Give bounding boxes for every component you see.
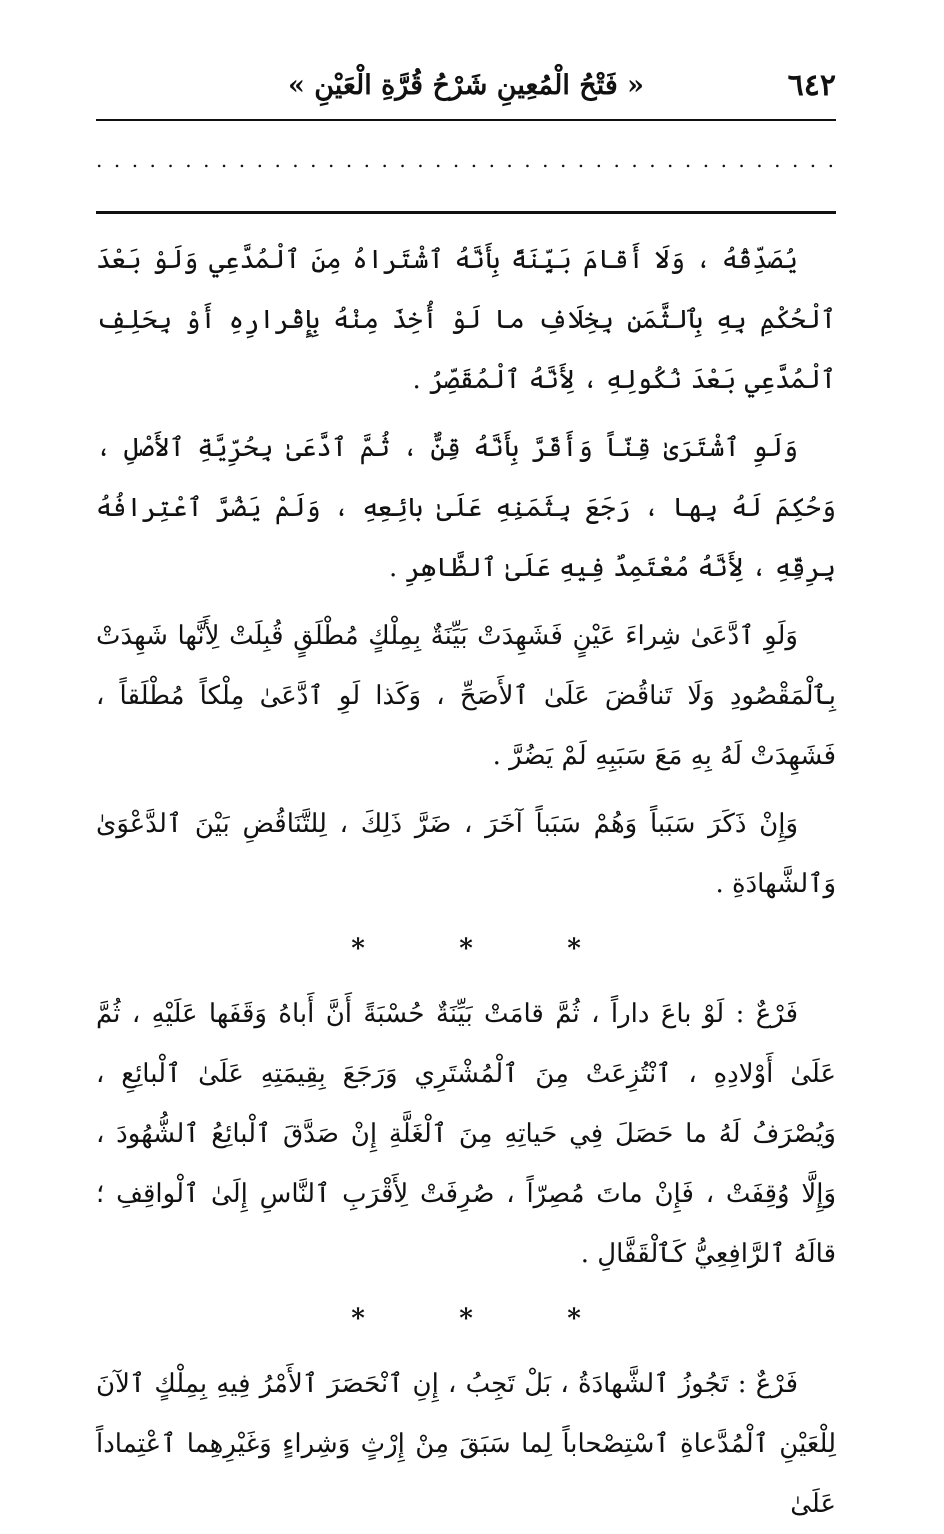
star-mark: * bbox=[351, 934, 365, 964]
page-number: ٦٤٢ bbox=[787, 68, 836, 103]
separator-dots: . . . . . . . . . . . . . . . . . . . . . . . . . . . . . . . . . . . . . . . . . . bbox=[96, 148, 836, 172]
paragraph-far-2: فَرْعٌ : تَجُوزُ ٱلشَّهادَةُ ، بَلْ تَجِبُ ، إِنِ ٱنْحَصَرَ ٱلأَمْرُ فِيهِ بِمِلْكٍ ٱلآنَ لِلْعَيْنِ ٱلْمُدَّعاةِ ٱسْتِصْحاباً لِما سَبَقَ مِنْ إِرْثٍ وَشِراءٍ وَغَيْرِهِما ٱعْتِماداً عَلَىٰ bbox=[96, 1369, 836, 1519]
paragraph-1: يُصَدِّقُهُ ، وَلَا أَقامَ بَيِّنَةً بِأَنَّهُ ٱشْتَراهُ مِنَ ٱلْمُدَّعِي وَلَوْ بَعْدَ ٱلْحُكْمِ بِهِ بِٱلثَّمَنِ بِخِلَافِ ما لَوْ أُخِذَ مِنْهُ بِإِقْرارِهِ أَوْ بِحَلِفِ ٱلْمُدَّعِي بَعْدَ نُكُولِهِ ، لِأَنَّهُ ٱلْمُقَصِّرُ . bbox=[96, 245, 836, 395]
star-divider bbox=[96, 1284, 836, 1354]
paragraph-3: وَلَوِ ٱدَّعَىٰ شِراءَ عَيْنٍ فَشَهِدَتْ بَيِّنَةٌ بِمِلْكٍ مُطْلَقٍ قُبِلَتْ لِأَنَّها شَهِدَتْ بِٱلْمَقْصُودِ وَلَا تَناقُضَ عَلَىٰ ٱلأَصَحِّ ، وَكَذا لَوِ ٱدَّعَىٰ مِلْكاً مُطْلَقاً ، فَشَهِدَتْ لَهُ بِهِ مَعَ سَبَبِهِ لَمْ يَضُرَّ . bbox=[96, 621, 836, 771]
header-rule bbox=[96, 119, 836, 121]
running-title: « فَتْحُ الْمُعِينِ شَرْحُ قُرَّةِ الْعَيْنِ » bbox=[287, 70, 645, 101]
star-mark: * bbox=[567, 1304, 581, 1334]
section-rule bbox=[96, 211, 836, 214]
star-mark: * bbox=[567, 934, 581, 964]
paragraph-2: وَلَوِ ٱشْتَرَىٰ قِنّاً وَأَقَرَّ بِأَنَّهُ قِنٌّ ، ثُمَّ ٱدَّعَىٰ بِحُرِّيَّةِ ٱلأَصْلِ ، وَحُكِمَ لَهُ بِها ، رَجَعَ بِثَمَنِهِ عَلَىٰ بائِعِهِ ، وَلَمْ يَضُرَّ ٱعْتِرافُهُ بِرِقِّهِ ، لِأَنَّهُ مُعْتَمِدٌ فِيهِ عَلَىٰ ٱلظَّاهِرِ . bbox=[96, 433, 836, 583]
star-mark: * bbox=[459, 1304, 473, 1334]
star-mark: * bbox=[351, 1304, 365, 1334]
body-text bbox=[96, 230, 836, 1534]
star-mark: * bbox=[459, 934, 473, 964]
paragraph-4: وَإِنْ ذَكَرَ سَبَباً وَهُمْ سَبَباً آخَرَ ، ضَرَّ ذَلِكَ ، لِلتَّنَاقُضِ بَيْنَ ٱلدَّعْوَىٰ وَٱلشَّهادَةِ . bbox=[96, 809, 836, 899]
paragraph-far-1: فَرْعٌ : لَوْ باعَ داراً ، ثُمَّ قامَتْ بَيِّنَةٌ حُسْبَةً أَنَّ أَباهُ وَقَفَها عَلَيْهِ ، ثُمَّ عَلَىٰ أَوْلادِهِ ، ٱنْتُزِعَتْ مِنَ ٱلْمُشْتَرِي وَرَجَعَ بِقِيمَتِهِ عَلَىٰ ٱلْبائِعِ ، وَيُصْرَفُ لَهُ ما حَصَلَ فِي حَياتِهِ مِنَ ٱلْغَلَّةِ إِنْ صَدَّقَ ٱلْبائِعُ ٱلشُّهُودَ ، وَإِلَّا وُقِفَتْ ، فَإِنْ ماتَ مُصِرّاً ، صُرِفَتْ لِأَقْرَبِ ٱلنَّاسِ إِلَىٰ ٱلْواقِفِ ؛ قالَهُ ٱلرَّافِعِيُّ كَٱلْقَفَّالِ . bbox=[96, 999, 836, 1269]
page-header bbox=[96, 66, 836, 114]
star-divider bbox=[96, 914, 836, 984]
